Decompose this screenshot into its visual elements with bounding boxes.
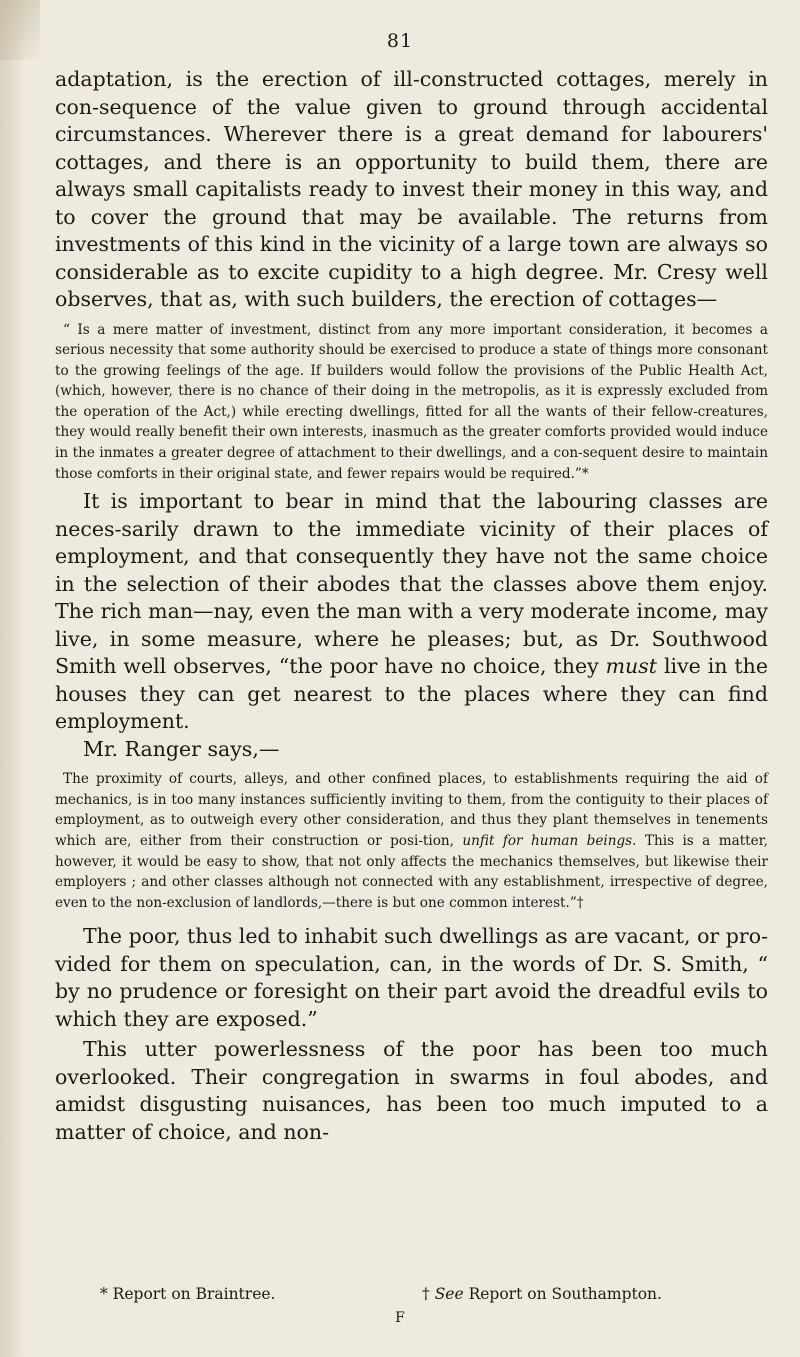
quote-cresy: “ Is a mere matter of investment, distinct from any more important consideration, it becomes a serious necessity that some authority should be exercised to produce a state of things more consonant to the growing feelings of the age. If builders would follow the provisions of the Public Health Act, (which, however, there is no chance of their doing in the metropolis, as it is expressly excluded from the operation of the Act,) while erecting dwellings, fitted for all the wants of their fellow-creatures, they would really benefit their own interests, inasmuch as the greater comforts provided would induce in the inmates a greater degree of attachment to their dwellings, and a con-sequent desire to maintain those comforts in their original state, and fewer repairs would be required.”* [55, 321, 768, 482]
paragraph-powerlessness: This utter powerlessness of the poor has been too much overlooked. Their congregation in swarms in foul abodes, and amidst disgusting nuisances, has been too much imputed to a matter of choice, and non- [55, 1037, 768, 1144]
page-edge-shadow [0, 0, 26, 1357]
quote-ranger [55, 769, 768, 913]
paragraph-poor-thus-led: The poor, thus led to inhabit such dwellings as are vacant, or pro-vided for them on speculation, can, in the words of Dr. S. Smith, “ by no prudence or foresight on their part avoid the dreadful evils to which they are exposed.” [55, 924, 768, 1031]
paragraph-text: It is important to bear in mind that the labouring classes are neces-sarily drawn to the immediate vicinity of their places of employment, and that consequently they have not the same choice in the selection of their abodes that the classes above them enjoy. The rich man—nay, even the man with a very moderate income, may live, in some measure, where he pleases; but, as Dr. Southwood Smith well observes, “the poor have no choice, they [55, 489, 768, 679]
emphasis-must: must [605, 654, 658, 679]
paragraph-ranger-says: Mr. Ranger says,— [83, 736, 280, 761]
signature-mark: F [395, 1310, 405, 1326]
footnote-mark: † [422, 1285, 435, 1303]
footnote-text: Report on Southampton. [463, 1285, 662, 1303]
page-number: 81 [386, 30, 414, 52]
footnote-braintree: * Report on Braintree. [100, 1285, 276, 1303]
footnote-southampton [422, 1285, 662, 1303]
quote-text: This is a matter, however, it would be easy to show, that not only affects the mechanics themselves, but likewise their employers ; and other classes although not connected with any establishment, irrespective of degree, even to the non-exclusion of landlords,—there is but one common interest.”† [55, 833, 768, 911]
page-body [55, 66, 768, 1146]
footnote-see: See [434, 1285, 464, 1303]
emphasis-unfit: unfit for human beings. [462, 833, 637, 850]
paragraph-labouring-classes [55, 488, 768, 736]
paragraph-text: live in the houses they can get nearest to the places where they can find employment. [55, 654, 768, 734]
paragraph-adaptation: adaptation, is the erection of ill-constructed cottages, merely in con-sequence of the value given to ground through accidental circumstances. Wherever there is a great demand for labourers' cottages, and there is an opportunity to build them, there are always small capitalists ready to invest their money in this way, and to cover the ground that may be available. The returns from investments of this kind in the vicinity of a large town are always so considerable as to excite cupidity to a high degree. Mr. Cresy well observes, that as, with such builders, the erection of cottages— [55, 67, 768, 311]
quote-text: The proximity of courts, alleys, and other confined places, to establishments requiring the aid of mechanics, is in too many instances sufficiently inviting to them, from the contiguity to their places of employment, as to outweigh every other consideration, and thus they plant themselves in tenements which are, either from their construction or posi-tion, [55, 771, 768, 850]
